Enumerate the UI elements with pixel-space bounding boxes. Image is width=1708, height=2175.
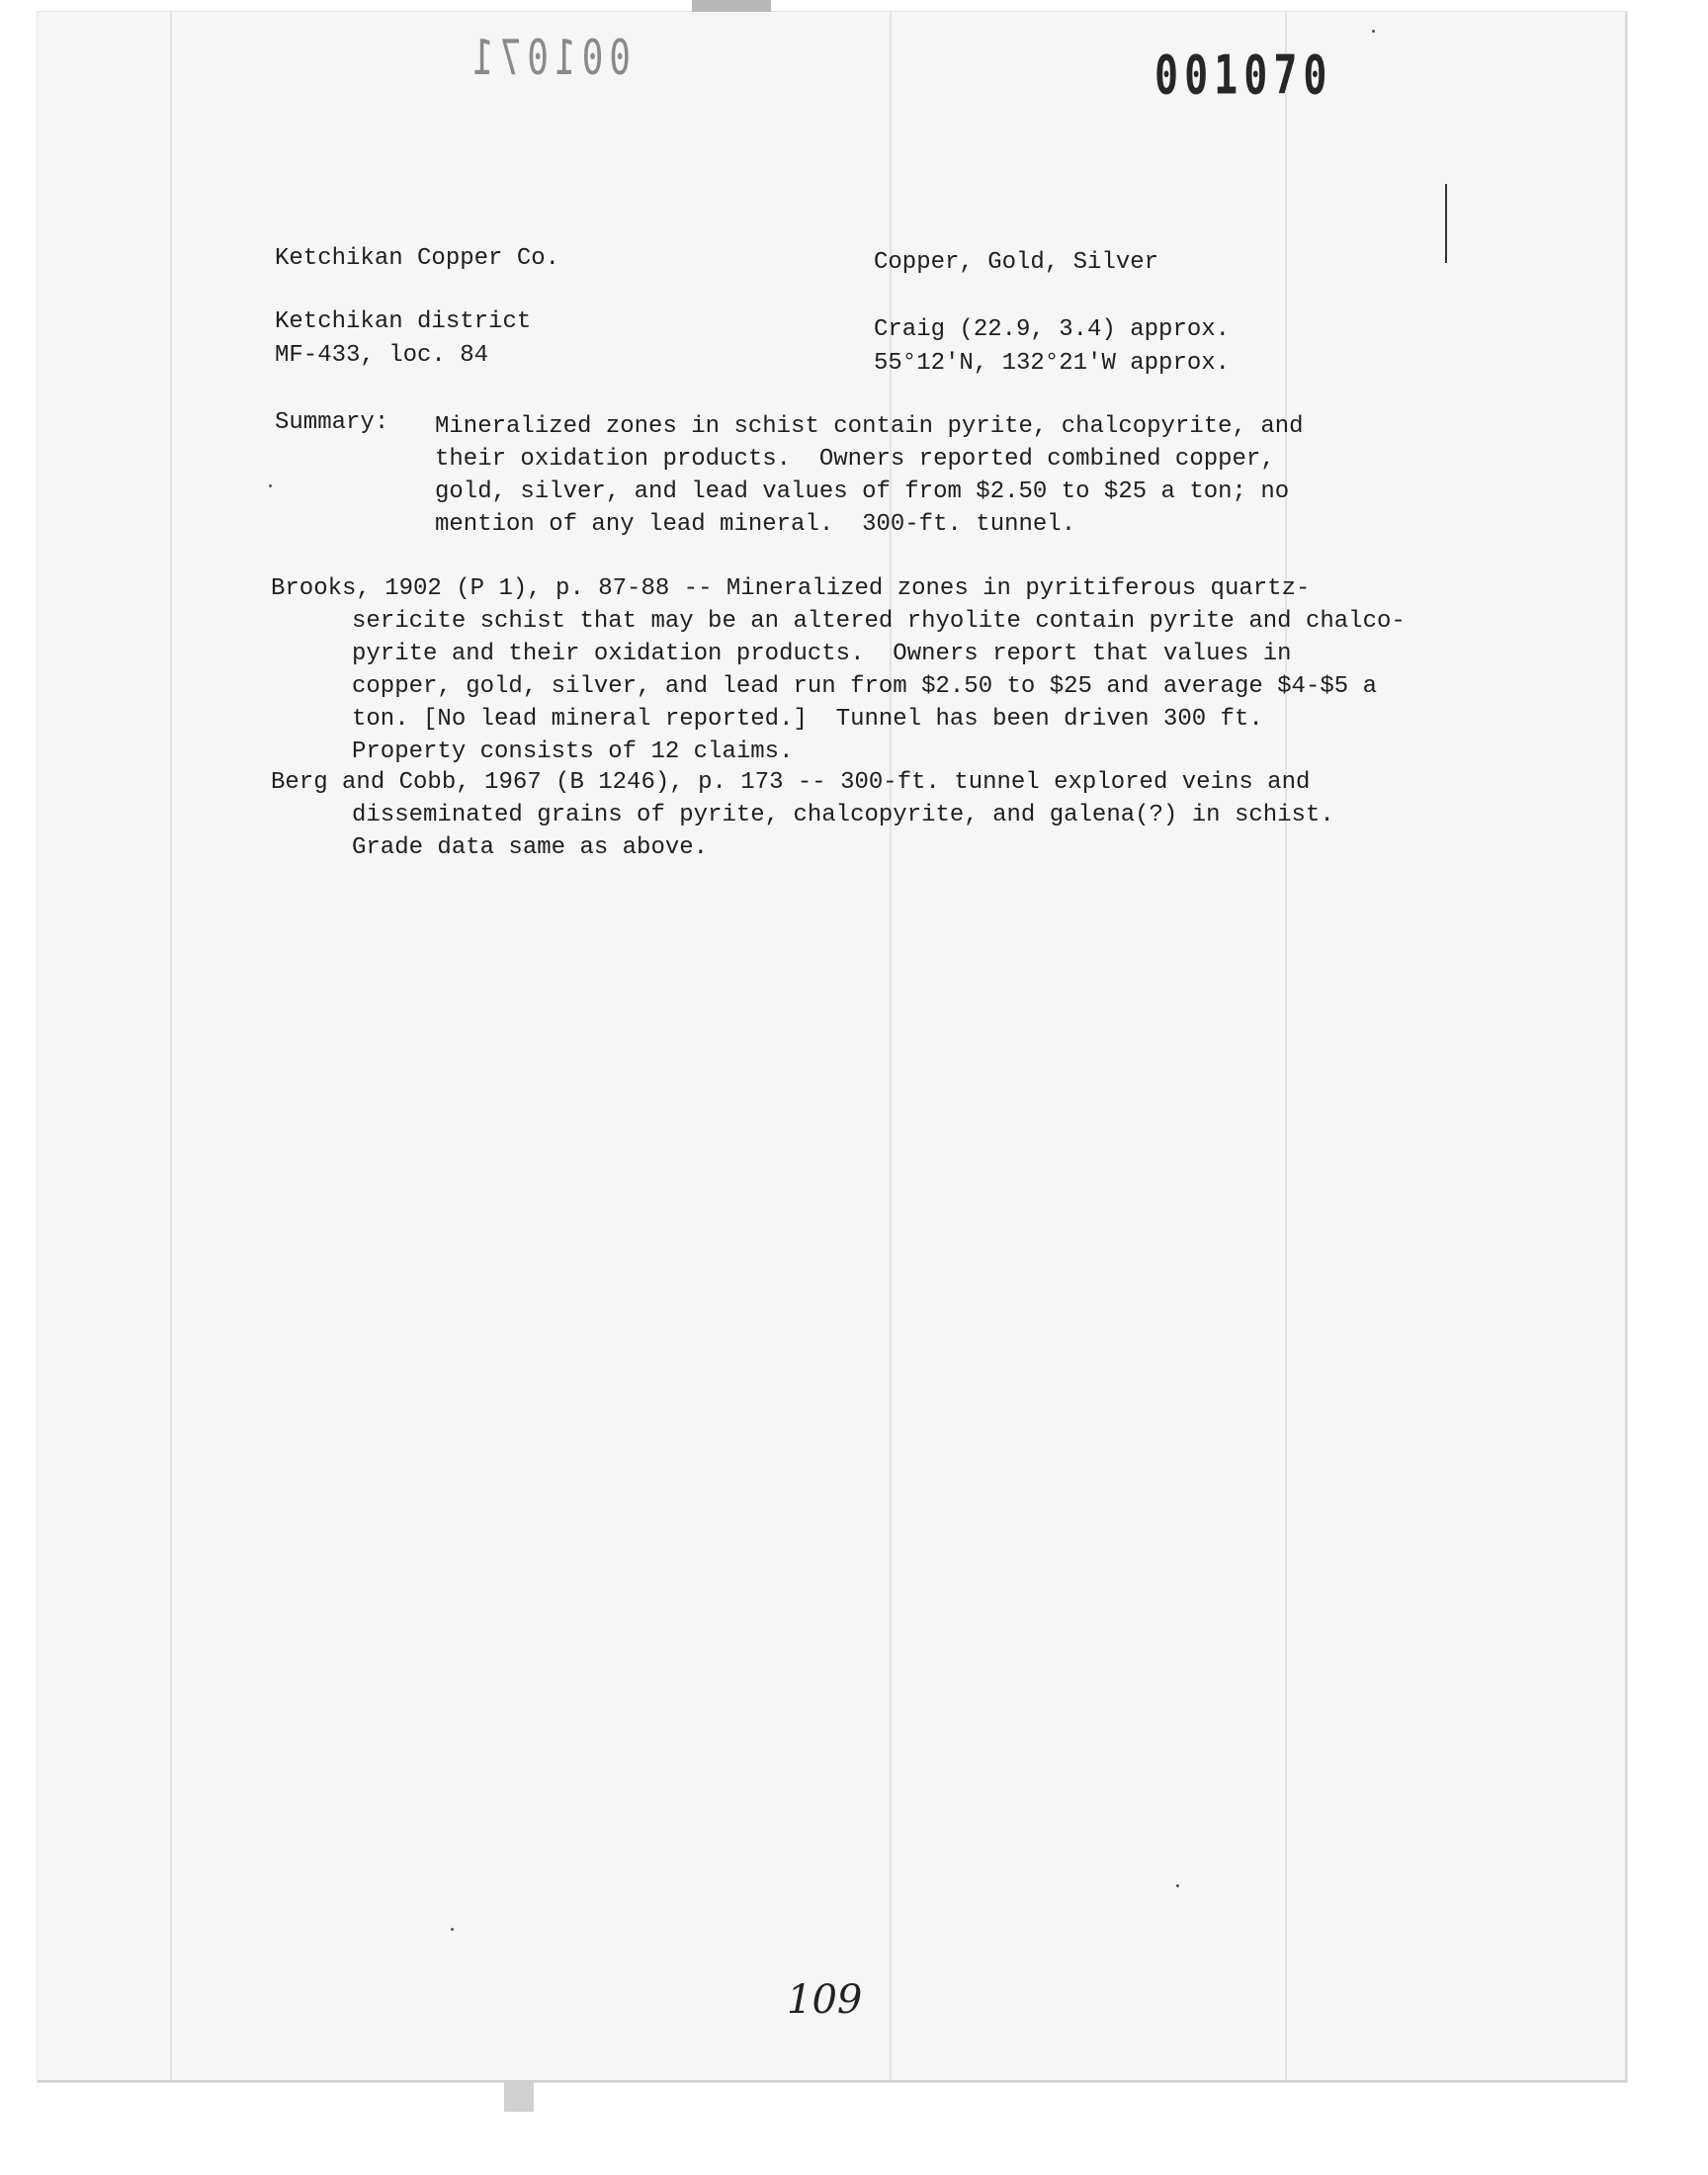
property-name: Ketchikan Copper Co. [275,245,560,272]
scan-speck [1176,1884,1179,1887]
scan-edge-mark [692,0,771,12]
summary-label: Summary: [275,409,389,436]
commodities: Copper, Gold, Silver [874,249,1159,276]
summary-line: Mineralized zones in schist contain pyrite, chalcopyrite, and [435,413,1304,440]
map-reference: MF-433, loc. 84 [275,342,489,369]
reference-line: Brooks, 1902 (P 1), p. 87-88 -- Mineralized zones in pyritiferous quartz- [271,575,1311,602]
summary-line: their oxidation products. Owners reported combined copper, [435,446,1275,473]
reference-line: Property consists of 12 claims. [352,739,794,765]
scan-speck [451,1928,454,1931]
summary-line: gold, silver, and lead values of from $2.50 to $25 a ton; no [435,478,1290,505]
quadrangle: Craig (22.9, 3.4) approx. [874,316,1231,343]
reference-line: pyrite and their oxidation products. Owners report that values in [352,641,1292,667]
scan-edge-mark [504,2082,534,2112]
page-fold-line [170,12,172,2080]
reference-line: Berg and Cobb, 1967 (B 1246), p. 173 -- 300-ft. tunnel explored veins and [271,769,1311,796]
summary-line: mention of any lead mineral. 300-ft. tunnel. [435,511,1076,538]
reference-line: ton. [No lead mineral reported.] Tunnel has been driven 300 ft. [352,706,1263,733]
scan-speck [1372,30,1375,33]
reference-line: disseminated grains of pyrite, chalcopyrite, and galena(?) in schist. [352,802,1334,828]
document-number-stamp: 001070 [1154,44,1333,108]
district: Ketchikan district [275,308,532,335]
page-fold-line [1285,12,1287,2080]
reference-line: copper, gold, silver, and lead run from $2.50 to $25 and average $4-$5 a [352,673,1377,700]
reference-line: Grade data same as above. [352,834,709,861]
document-number-stamp-faint: 001071 [467,31,632,87]
scan-speck [269,484,272,487]
margin-mark [1445,184,1447,263]
coordinates: 55°12'N, 132°21'W approx. [874,350,1231,377]
reference-line: sericite schist that may be an altered rhyolite contain pyrite and chalco- [352,608,1406,635]
page-number: 109 [787,1977,863,2023]
